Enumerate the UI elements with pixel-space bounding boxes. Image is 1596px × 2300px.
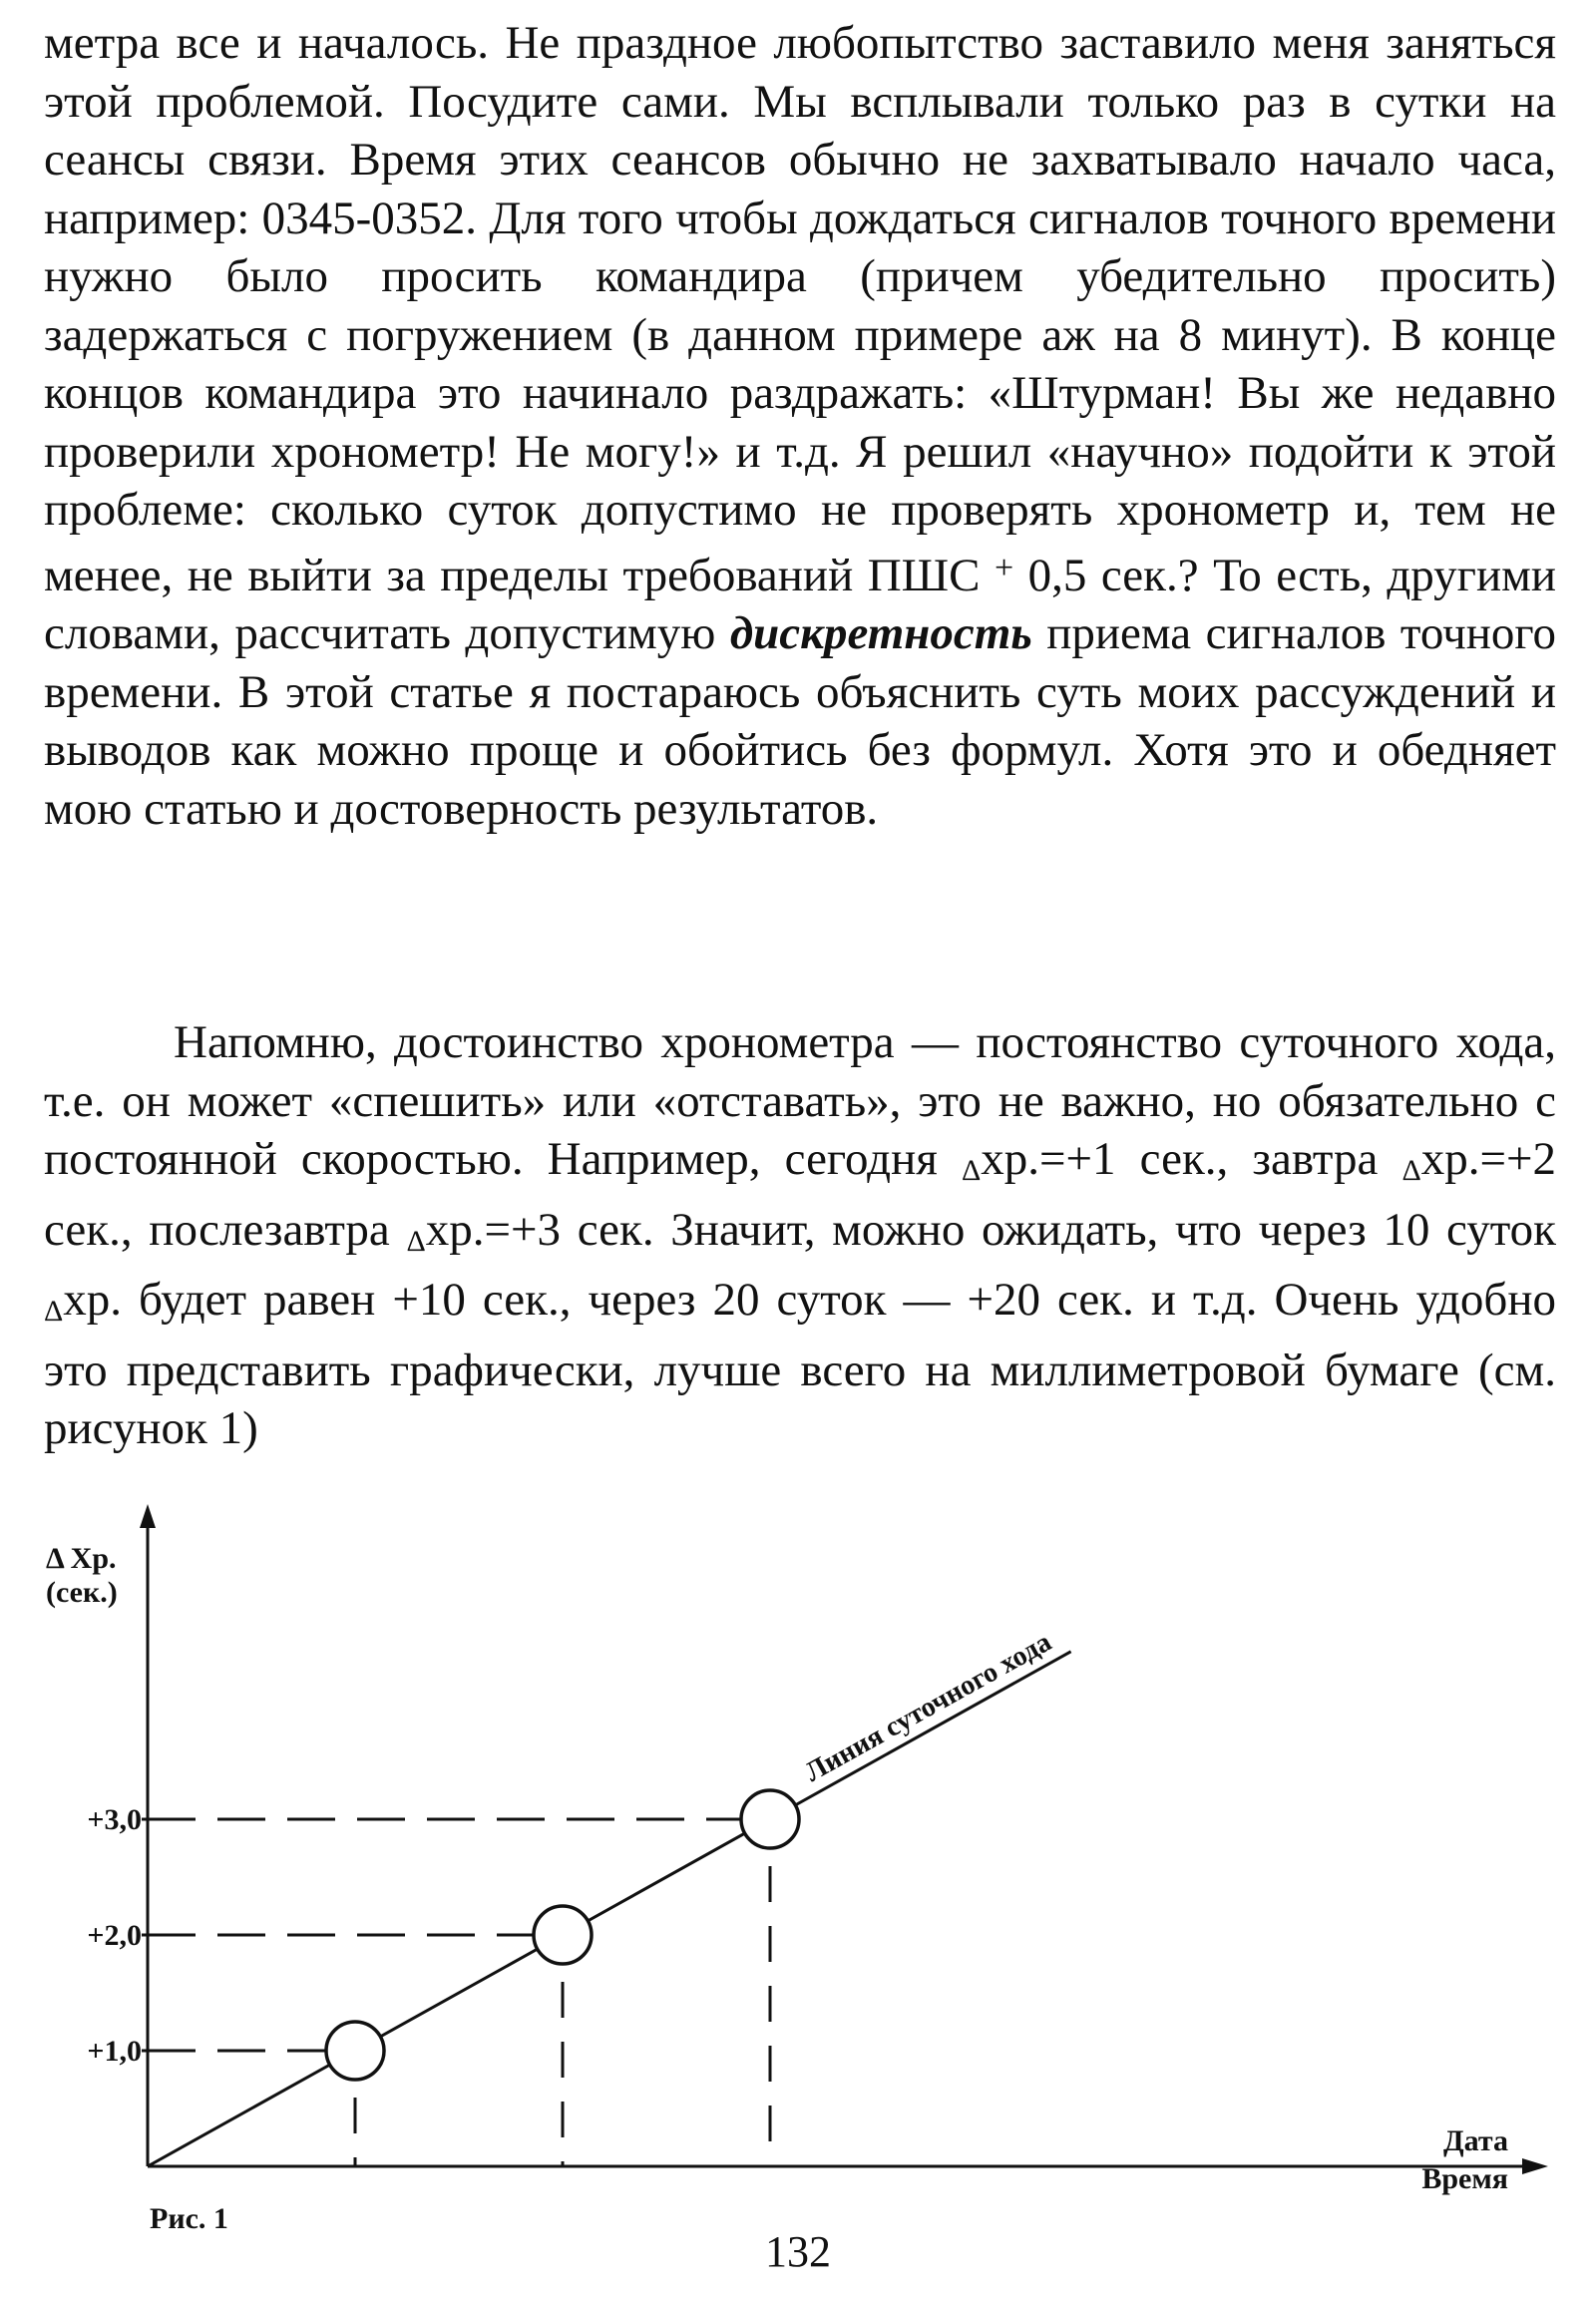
paragraph-2-part4: хр.=+3 сек. Значит, можно ожидать, что через 10 суток — [425, 1203, 1556, 1256]
paragraph-2-part3: хр.=+2 сек., послезавтра — [44, 1133, 1556, 1256]
data-point-2 — [534, 1906, 592, 1964]
paragraph-2-text — [44, 1013, 1556, 1458]
paragraph-1-text-part3: приема сигналов точного времени. В этой статье я постараюсь объяснить суть моих рассуждений и выводов как можно проще и обойтись без формул. Хотя это и обедняет мою статью и достоверность результатов. — [44, 607, 1556, 835]
y-tick-label-1: +1,0 — [87, 2035, 142, 2068]
y-tick-label-2: +2,0 — [87, 1919, 142, 1952]
paragraph-1 — [44, 14, 1556, 838]
line-label-group — [800, 1627, 1056, 1788]
paragraph-1-text-part1: метра все и началось. Не праздное любопытство заставило меня заняться этой проблемой. Посудите сами. Мы всплывали только раз в сутки на сеансы связи. Время этих сеансов обычно не захватывало начало часа, например: 0345-0352. Для того чтобы дождаться сигналов точного времени нужно было просить командира (причем убедительно просить) задержаться с погружением (в данном примере аж на 8 минут). В конце концов командира это начинало раздражать: «Штурман! Вы же недавно проверили хронометр! Не могу!» и т.д. Я решил «научно» подойти к этой проблеме: сколько суток допустимо не проверять хронометр и, тем не менее, не выйти за пределы требований ПШС — [44, 17, 1556, 601]
data-point-3 — [741, 1790, 799, 1848]
y-tick-labels — [87, 1803, 154, 2068]
paragraph-2-part5: хр. будет равен +10 сек., через 20 суток — +20 сек. и т.д. Очень удобно это представить графически, лучше всего на миллиметровой бумаге (см. рисунок 1) — [44, 1274, 1556, 1454]
delta-subscript: Δ — [1401, 1154, 1421, 1187]
paragraph-1-text — [44, 14, 1556, 838]
figure-caption: Рис. 1 — [150, 2202, 228, 2235]
paragraph-1-text-part2: 0,5 сек.? То есть, другими словами, рассчитать допустимую — [44, 549, 1556, 659]
chrono-rate-chart — [0, 1496, 1596, 2235]
paragraph-2 — [44, 1013, 1556, 1458]
delta-subscript: Δ — [961, 1154, 982, 1187]
page-number: 132 — [765, 2227, 831, 2276]
paragraph-2-part1: Напомню, достоинство хронометра — постоянство суточного хода, т.е. он может «спешить» или «отставать», это не важно, но обязательно с постоянной скоростью. Например, сегодня — [44, 1016, 1556, 1185]
data-series — [148, 1652, 1071, 2166]
data-point-1 — [326, 2022, 384, 2080]
series-line-label: Линия суточного хода — [799, 1626, 1057, 1788]
figure-1 — [0, 1496, 1596, 2235]
plus-sign: + — [994, 549, 1014, 586]
x-axis-label-line2: Время — [1421, 2162, 1508, 2195]
y-axis-label-line2: (сек.) — [46, 1576, 118, 1609]
y-axis-label-line1: Δ Хр. — [46, 1542, 117, 1575]
series-line-0 — [148, 1652, 1071, 2166]
x-axis-arrow-icon — [1522, 2158, 1548, 2174]
delta-subscript: Δ — [44, 1295, 64, 1328]
x-axis-label-line1: Дата — [1443, 2124, 1508, 2157]
y-tick-label-3: +3,0 — [87, 1803, 142, 1836]
paragraph-2-part2: хр.=+1 сек., завтра — [981, 1133, 1402, 1185]
y-axis-arrow-icon — [140, 1504, 156, 1528]
delta-subscript: Δ — [406, 1224, 426, 1258]
emphasis-discreteness: дискретность — [729, 607, 1032, 659]
